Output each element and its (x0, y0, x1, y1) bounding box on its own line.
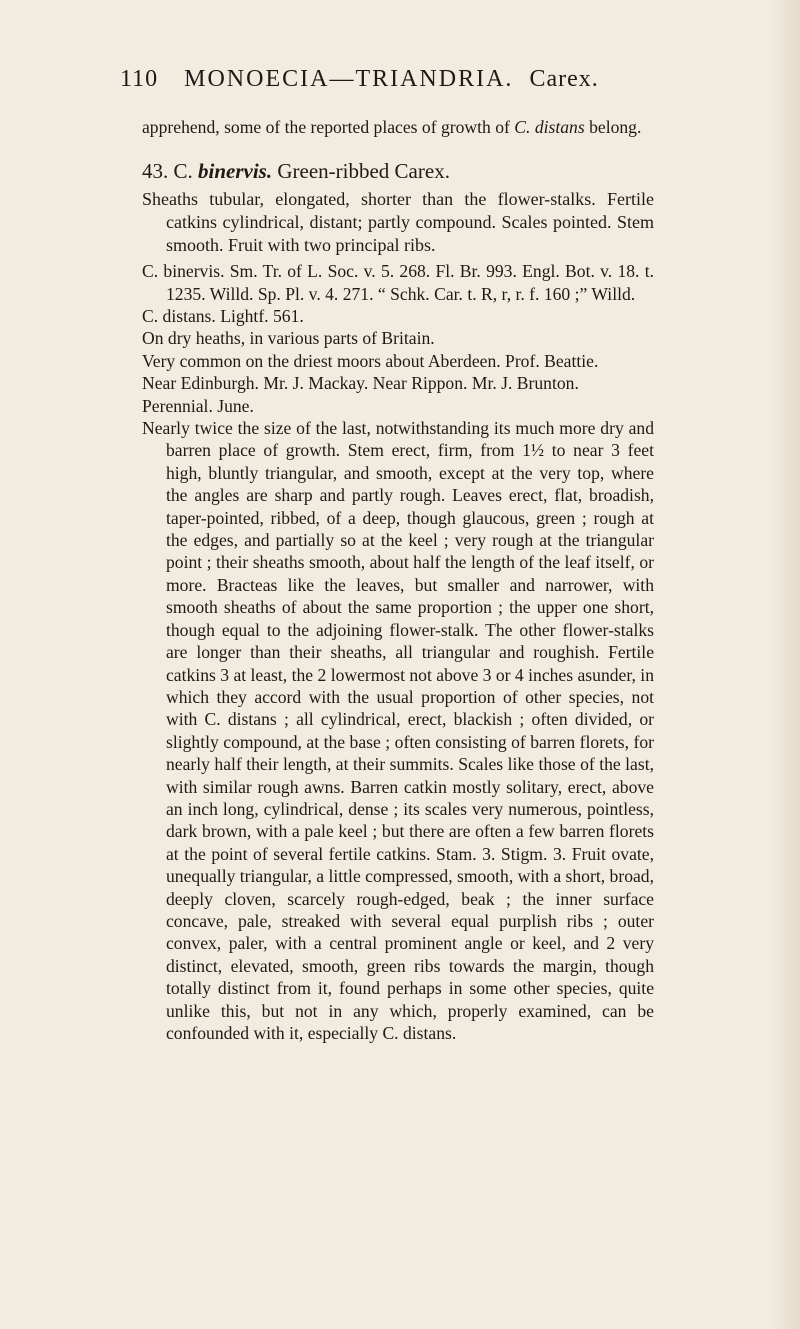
common-name: Green-ribbed Carex. (277, 159, 450, 184)
description: Nearly twice the size of the last, notwithstanding its much more dry and barren place of growth. Stem erect, firm, from 1½ to near 3 feet high, bluntly triangular, and smooth, except at the very top, where the angles are sharp and partly rough. Leaves erect, flat, broadish, taper-pointed, ribbed, of a deep, though glaucous, green ; rough at the edges, and partially so at the keel ; very rough at the triangular point ; their sheaths smooth, about half the length of the leaf itself, or more. Bracteas like the leaves, but smaller and narrower, with smooth sheaths of about the same proportion ; the upper one short, though equal to the adjoining flower-stalk. The other flower-stalks are longer than their sheaths, all triangular and roughish. Fertile catkins 3 at least, the 2 lowermost not above 3 or 4 inches asunder, in which they accord with the usual proportion of other species, not with C. distans ; all cylindrical, erect, blackish ; often divided, or slightly compound, at the base ; often consisting of barren florets, for nearly half their length, at their summits. Scales like those of the last, with similar rough awns. Barren catkin mostly solitary, erect, above an inch long, cylindrical, dense ; its scales very numerous, pointless, dark brown, with a pale keel ; but there are often a few barren florets at the point of several fertile catkins. Stam. 3. Stigm. 3. Fruit ovate, unequally triangular, a little compressed, smooth, with a short, broad, deeply cloven, scarcely rough-edged, beak ; the inner surface concave, pale, streaked with several equal purplish ribs ; outer convex, paler, with a central prominent angle or keel, and 2 very distinct, elevated, smooth, green ribs towards the margin, though totally distinct from it, found perhaps in some other species, quite unlike this, but not in any which, properly examined, can be confounded with it, especially C. distans. (142, 418, 654, 1043)
locality-aberdeen: Very common on the driest moors about Aberdeen. Prof. Beattie. (142, 350, 599, 371)
section-title: MONOECIA—TRIANDRIA. (184, 66, 514, 92)
body-text (142, 116, 654, 1044)
synonymy-distans: C. distans. Lightf. 561. (142, 306, 304, 326)
synonymy-binervis: C. binervis. Sm. Tr. of L. Soc. v. 5. 268. Fl. Br. 993. Engl. Bot. v. 18. t. 1235. Willd. Sp. Pl. v. 4. 271. “ Schk. Car. t. R, r, r. f. 160 ;” Willd. (142, 261, 654, 304)
genus-title: Carex. (529, 66, 599, 92)
locality-edinburgh: Near Edinburgh. Mr. J. Mackay. Near Rippon. Mr. J. Brunton. (142, 373, 579, 394)
species-name: binervis. (198, 159, 273, 184)
entry-heading (142, 158, 654, 184)
entry-number: 43. C. (142, 159, 193, 184)
running-head (120, 66, 640, 93)
continuation-paragraph: apprehend, some of the reported places of growth of C. distans belong. (142, 117, 642, 137)
diagnosis: Sheaths tubular, elongated, shorter than the flower-stalks. Fertile catkins cylindrical, distant; partly compound. Scales pointed. Stem smooth. Fruit with two principal ribs. (142, 189, 654, 255)
duration: Perennial. June. (142, 395, 254, 416)
page-number: 110 (120, 66, 159, 92)
habitat: On dry heaths, in various parts of Britain. (142, 328, 435, 349)
page-edge-shadow (770, 0, 800, 1329)
